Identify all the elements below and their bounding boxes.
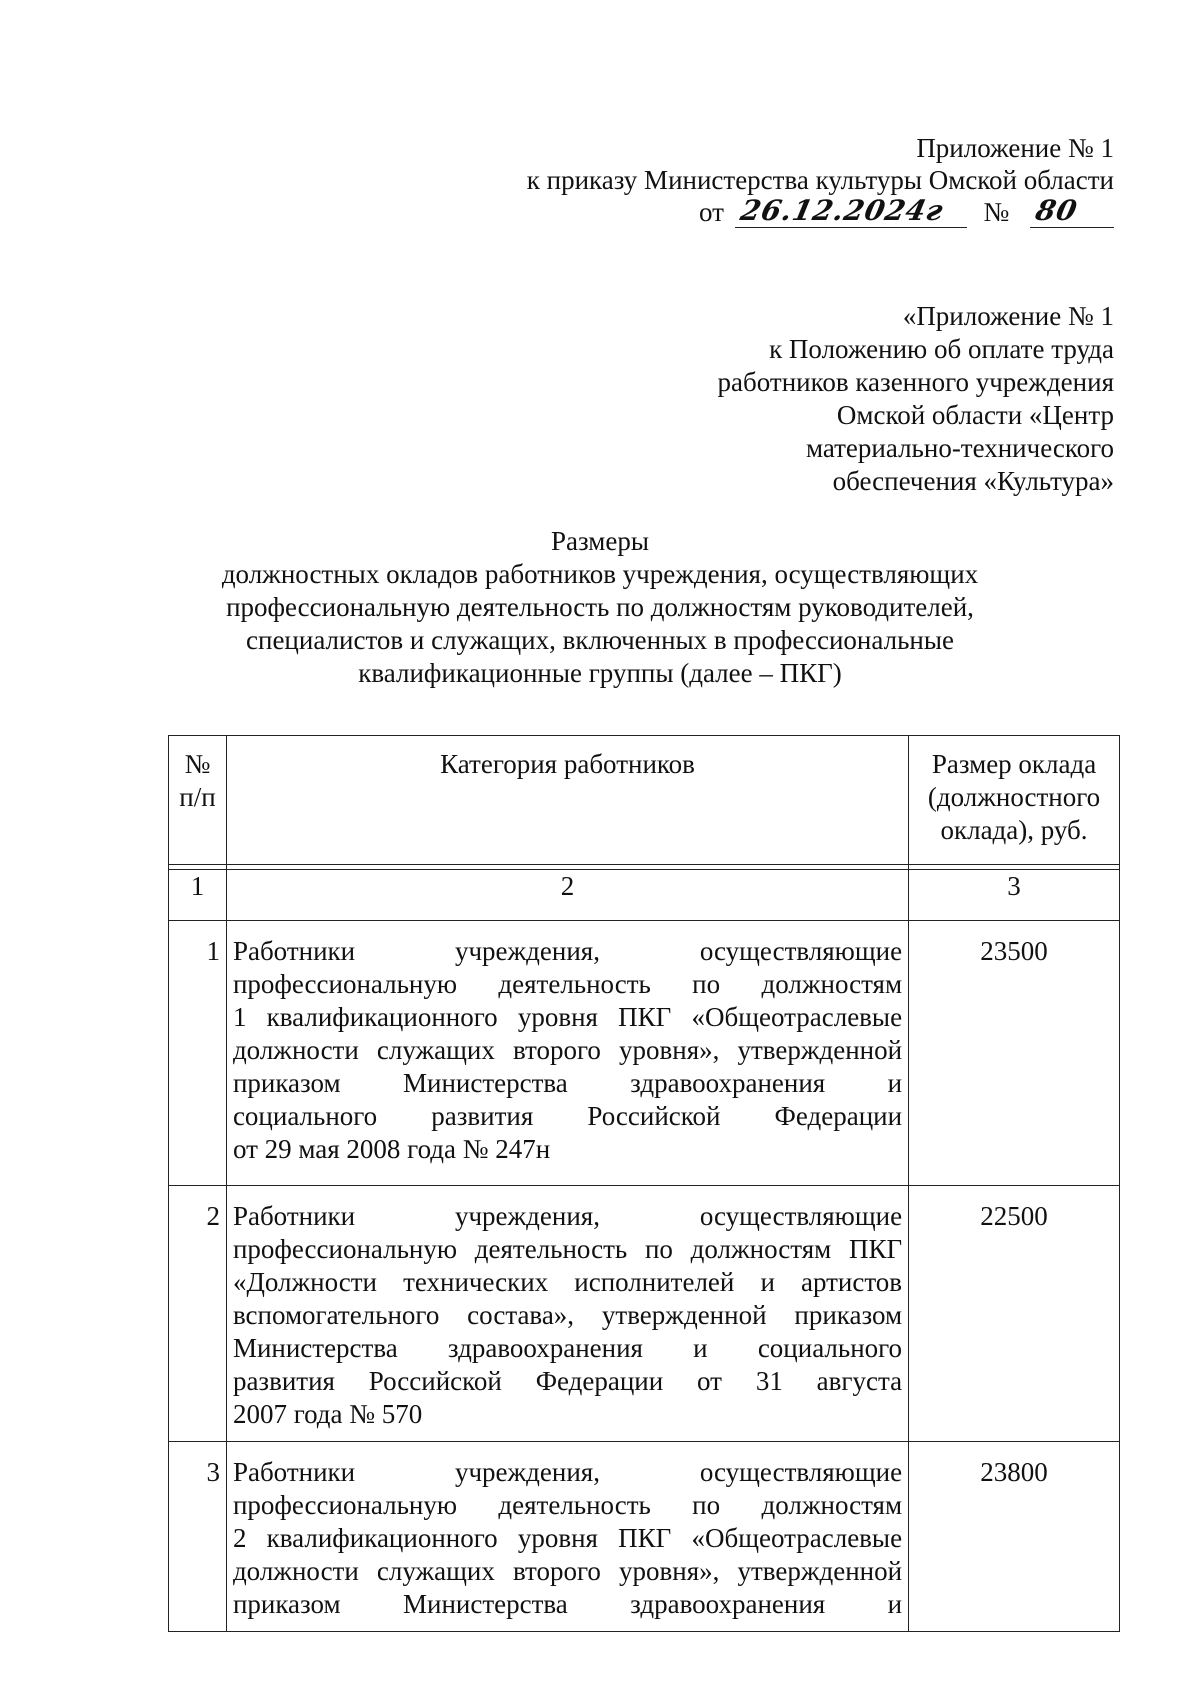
category-line: развития Российской Федерации от 31 августа — [232, 1366, 903, 1396]
title-line: квалификационные группы (далее – ПКГ) — [358, 658, 842, 688]
table-header-row — [169, 736, 1120, 865]
title-line: Размеры — [551, 526, 649, 556]
appendix-line: обеспечения «Культура» — [832, 466, 1114, 496]
handwritten-date: 26.12.2024г — [737, 194, 947, 227]
appendix-line: материально-технического — [805, 433, 1114, 463]
category-line: должности служащих второго уровня», утвержденной — [232, 1035, 903, 1065]
appendix-line: работников казенного учреждения — [717, 367, 1114, 397]
category-line: Работники учреждения, осуществляющие — [232, 936, 903, 966]
row-number: 2 — [169, 1186, 227, 1442]
handwritten-number: 80 — [1032, 194, 1081, 227]
appendix-line: Омской области «Центр — [836, 400, 1114, 430]
category-line: 2 квалификационного уровня ПКГ «Общеотраслевые — [232, 1523, 903, 1553]
category-line: социального развития Российской Федерации — [232, 1101, 903, 1131]
category-line: 1 квалификационного уровня ПКГ «Общеотраслевые — [232, 1002, 903, 1032]
header-size-line1: Размер оклада — [931, 749, 1097, 779]
table-row — [169, 1442, 1120, 1632]
category-line: вспомогательного состава», утвержденной приказом — [232, 1300, 903, 1330]
category-line: Министерства здравоохранения и социального — [232, 1333, 903, 1363]
category-line: Работники учреждения, осуществляющие — [232, 1457, 903, 1487]
table-row — [169, 921, 1120, 1186]
column-number-cell: 3 — [909, 870, 1120, 921]
category-line: от 29 мая 2008 года № 247н — [232, 1134, 551, 1164]
row-salary: 22500 — [909, 1186, 1120, 1442]
table-row — [169, 1186, 1120, 1442]
category-line: приказом Министерства здравоохранения и — [232, 1589, 903, 1619]
number-label: № — [983, 197, 1010, 227]
appendix-line: к Положению об оплате труда — [769, 334, 1114, 364]
number-field — [1030, 194, 1114, 228]
document-title — [200, 525, 1000, 690]
row-number: 1 — [169, 921, 227, 1186]
header-size-line2: (должностного — [927, 782, 1101, 812]
header-number-cell — [169, 736, 227, 865]
title-line: специалистов и служащих, включенных в профессиональные — [246, 625, 954, 655]
row-category — [226, 1442, 908, 1632]
order-header — [527, 132, 1114, 228]
date-field — [735, 194, 967, 228]
category-line: «Должности технических исполнителей и артистов — [232, 1267, 903, 1297]
header-number-line1: № — [184, 749, 211, 779]
row-category — [226, 1186, 908, 1442]
category-line: должности служащих второго уровня», утвержденной — [232, 1556, 903, 1586]
category-line: приказом Министерства здравоохранения и — [232, 1068, 903, 1098]
header-category-cell: Категория работников — [226, 736, 908, 865]
column-numbers-row — [169, 870, 1120, 921]
header-appendix-line: Приложение № 1 — [916, 133, 1114, 163]
from-label: от — [699, 197, 724, 227]
title-line: профессиональную деятельность по должностям руководителей, — [226, 592, 974, 622]
category-line: профессиональную деятельность по должностям — [232, 1490, 903, 1520]
appendix-line: «Приложение № 1 — [902, 301, 1114, 331]
category-line: Работники учреждения, осуществляющие — [232, 1201, 903, 1231]
column-number-cell: 1 — [169, 870, 227, 921]
header-number-line2: п/п — [179, 782, 216, 812]
category-line: 2007 года № 570 — [232, 1399, 423, 1429]
header-order-line: к приказу Министерства культуры Омской области — [526, 165, 1114, 195]
row-salary: 23500 — [909, 921, 1120, 1186]
category-line: профессиональную деятельность по должностям ПКГ — [232, 1234, 903, 1264]
category-line: профессиональную деятельность по должностям — [232, 969, 903, 999]
salary-table — [168, 735, 1120, 1632]
row-category — [226, 921, 908, 1186]
appendix-header — [718, 300, 1114, 498]
header-size-line3: оклада), руб. — [940, 815, 1088, 845]
header-date-number-line — [527, 196, 1114, 228]
column-number-cell: 2 — [226, 870, 908, 921]
row-salary: 23800 — [909, 1442, 1120, 1632]
title-line: должностных окладов работников учреждения, осуществляющих — [221, 559, 979, 589]
row-number: 3 — [169, 1442, 227, 1632]
header-size-cell — [909, 736, 1120, 865]
